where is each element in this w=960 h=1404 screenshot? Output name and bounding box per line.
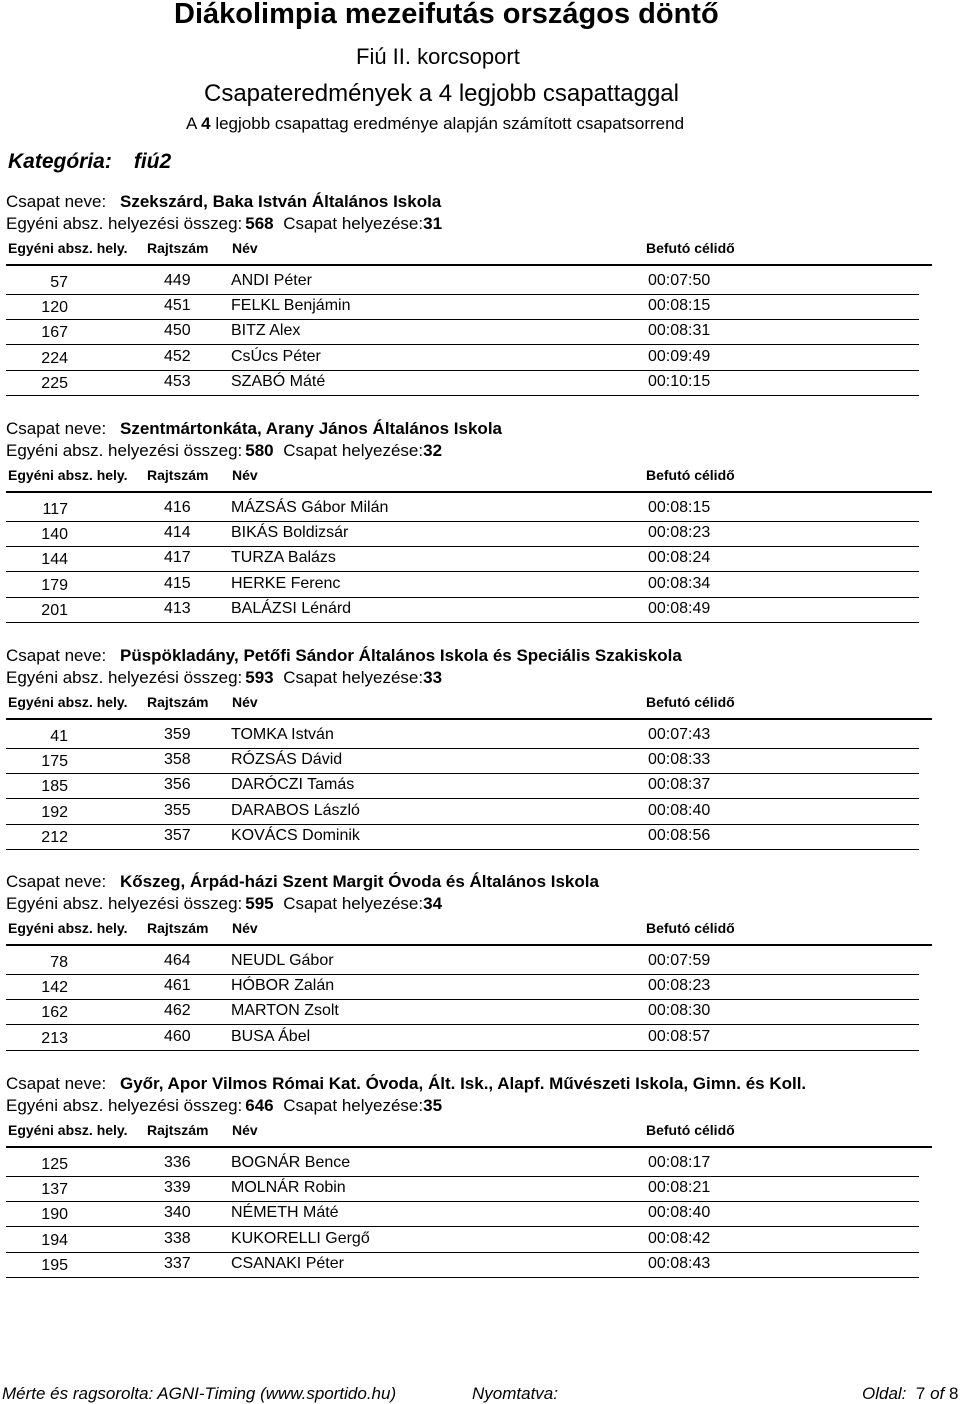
row-bib: 449 xyxy=(164,272,191,289)
row-bib: 340 xyxy=(164,1204,191,1222)
row-time: 00:08:56 xyxy=(648,826,711,844)
row-time: 00:08:15 xyxy=(648,499,711,516)
row-divider xyxy=(6,849,919,850)
footer-credit: Mérte és ragsorolta: AGNI-Timing (www.sportido.hu) xyxy=(2,1384,397,1403)
team-place-value: 34 xyxy=(423,894,443,913)
table-row xyxy=(0,522,960,547)
row-bib: 416 xyxy=(164,499,191,516)
team-place-label: Csapat helyezése: xyxy=(283,214,424,233)
table-row xyxy=(0,825,960,850)
row-time: 00:08:40 xyxy=(648,801,711,819)
header-divider xyxy=(6,1146,932,1148)
team-summary xyxy=(6,894,442,914)
row-bib: 415 xyxy=(164,574,191,592)
row-time: 00:08:40 xyxy=(648,1204,711,1222)
table-row xyxy=(0,774,960,799)
table-row xyxy=(0,1202,960,1227)
row-bib: 358 xyxy=(164,751,191,769)
row-divider xyxy=(6,395,919,396)
row-bib: 336 xyxy=(164,1154,191,1171)
row-place: 179 xyxy=(41,576,68,594)
sum-value: 568 xyxy=(245,214,274,233)
row-place: 117 xyxy=(42,501,68,518)
row-time: 00:08:37 xyxy=(648,776,711,794)
row-bib: 452 xyxy=(164,347,191,365)
row-place: 125 xyxy=(41,1156,68,1173)
col-header-bib: Rajtszám xyxy=(147,694,209,710)
row-place: 120 xyxy=(41,299,68,317)
row-bib: 337 xyxy=(164,1254,191,1272)
row-time: 00:07:59 xyxy=(648,952,711,969)
team-name: Szekszárd, Baka István Általános Iskola xyxy=(120,192,442,211)
row-name: RÓZSÁS Dávid xyxy=(231,751,343,769)
table-row xyxy=(0,1228,960,1253)
row-time: 00:10:15 xyxy=(648,372,711,390)
row-place: 185 xyxy=(41,778,68,796)
team-name-label: Csapat neve: xyxy=(6,419,107,438)
row-bib: 339 xyxy=(164,1179,191,1197)
header-divider xyxy=(6,264,932,266)
row-time: 00:08:49 xyxy=(648,599,711,617)
table-row xyxy=(0,1000,960,1025)
footer-page: Oldal: 7 of 8 xyxy=(862,1384,959,1403)
sum-value: 595 xyxy=(245,894,274,913)
row-place: 167 xyxy=(41,324,68,342)
team-name-line xyxy=(6,1074,806,1094)
team-name-label: Csapat neve: xyxy=(6,872,107,891)
header-divider xyxy=(6,491,932,493)
row-place: 195 xyxy=(41,1256,68,1274)
col-header-place: Egyéni absz. hely. xyxy=(8,467,128,483)
col-header-time: Befutó célidő xyxy=(646,1122,735,1138)
row-bib: 450 xyxy=(164,322,191,340)
row-divider xyxy=(6,1277,919,1278)
ranking-note: A 4 legjobb csapattag eredménye alapján számított csapatsorrend xyxy=(186,114,685,133)
row-name: SZABÓ Máté xyxy=(231,372,326,390)
table-row xyxy=(0,1177,960,1202)
team-name: Kőszeg, Árpád-házi Szent Margit Óvoda és Általános Iskola xyxy=(120,872,599,891)
col-header-name: Név xyxy=(232,694,258,710)
row-time: 00:07:50 xyxy=(648,272,711,289)
age-group: Fiú II. korcsoport xyxy=(356,44,520,69)
sum-value: 593 xyxy=(245,668,274,687)
category-label: Kategória: xyxy=(8,150,112,173)
page-title: Diákolimpia mezeifutás országos döntő xyxy=(174,0,719,30)
row-time: 00:08:33 xyxy=(648,751,711,769)
row-place: 78 xyxy=(50,954,68,971)
table-row xyxy=(0,295,960,320)
row-place: 201 xyxy=(41,601,68,619)
col-header-bib: Rajtszám xyxy=(147,920,209,936)
sum-value: 580 xyxy=(245,441,274,460)
row-place: 225 xyxy=(41,374,68,392)
row-name: CSANAKI Péter xyxy=(231,1254,344,1272)
row-name: TURZA Balázs xyxy=(231,549,336,567)
row-name: ANDI Péter xyxy=(231,272,312,289)
sum-label: Egyéni absz. helyezési összeg: xyxy=(6,214,243,233)
row-bib: 356 xyxy=(164,776,191,794)
row-divider xyxy=(6,1050,919,1051)
row-time: 00:08:42 xyxy=(648,1229,711,1247)
team-place-value: 32 xyxy=(423,441,443,460)
sum-label: Egyéni absz. helyezési összeg: xyxy=(6,668,243,687)
table-row xyxy=(0,497,960,522)
team-name-line xyxy=(6,646,682,666)
row-bib: 462 xyxy=(164,1002,191,1020)
col-header-place: Egyéni absz. hely. xyxy=(8,694,128,710)
row-time: 00:08:30 xyxy=(648,1002,711,1020)
row-place: 142 xyxy=(41,979,68,997)
table-row xyxy=(0,573,960,598)
row-name: MÁZSÁS Gábor Milán xyxy=(231,499,389,516)
team-name-label: Csapat neve: xyxy=(6,1074,107,1093)
team-name-line xyxy=(6,192,441,212)
row-place: 140 xyxy=(41,526,68,544)
row-bib: 355 xyxy=(164,801,191,819)
table-row xyxy=(0,749,960,774)
team-summary xyxy=(6,214,442,234)
row-time: 00:08:23 xyxy=(648,977,711,995)
table-row xyxy=(0,598,960,623)
row-place: 212 xyxy=(41,828,68,846)
col-header-place: Egyéni absz. hely. xyxy=(8,240,128,256)
row-place: 224 xyxy=(41,349,68,367)
row-place: 175 xyxy=(41,753,68,771)
row-time: 00:08:57 xyxy=(648,1027,711,1045)
team-name-label: Csapat neve: xyxy=(6,646,107,665)
table-row xyxy=(0,1152,960,1177)
row-name: NÉMETH Máté xyxy=(231,1204,339,1222)
row-name: DARÓCZI Tamás xyxy=(231,776,355,794)
row-divider xyxy=(6,622,919,623)
col-header-time: Befutó célidő xyxy=(646,240,735,256)
row-bib: 359 xyxy=(164,726,191,743)
row-bib: 413 xyxy=(164,599,191,617)
col-header-name: Név xyxy=(232,1122,258,1138)
team-place-value: 35 xyxy=(423,1096,443,1115)
table-row xyxy=(0,1253,960,1278)
row-name: BITZ Alex xyxy=(231,322,301,340)
sum-value: 646 xyxy=(245,1096,274,1115)
row-name: MOLNÁR Robin xyxy=(231,1179,346,1197)
row-bib: 414 xyxy=(164,524,191,542)
row-bib: 451 xyxy=(164,297,191,315)
row-name: BALÁZSI Lénárd xyxy=(231,599,352,617)
row-name: NEUDL Gábor xyxy=(231,952,334,969)
row-time: 00:09:49 xyxy=(648,347,711,365)
row-name: HÓBOR Zalán xyxy=(231,977,335,995)
row-bib: 461 xyxy=(164,977,191,995)
row-place: 192 xyxy=(41,803,68,821)
row-name: BUSA Ábel xyxy=(231,1027,311,1045)
row-place: 213 xyxy=(41,1029,68,1047)
row-time: 00:08:43 xyxy=(648,1254,711,1272)
table-row xyxy=(0,1026,960,1051)
team-summary xyxy=(6,1096,442,1116)
sum-label: Egyéni absz. helyezési összeg: xyxy=(6,894,243,913)
table-row xyxy=(0,270,960,295)
results-heading: Csapateredmények a 4 legjobb csapattaggal xyxy=(204,80,679,107)
row-bib: 338 xyxy=(164,1229,191,1247)
row-name: BOGNÁR Bence xyxy=(231,1154,351,1171)
table-row xyxy=(0,975,960,1000)
col-header-place: Egyéni absz. hely. xyxy=(8,1122,128,1138)
row-time: 00:07:43 xyxy=(648,726,711,743)
row-time: 00:08:31 xyxy=(648,322,711,340)
header-divider xyxy=(6,718,932,720)
sum-label: Egyéni absz. helyezési összeg: xyxy=(6,1096,243,1115)
row-place: 144 xyxy=(41,551,68,569)
team-place-value: 33 xyxy=(423,668,443,687)
category xyxy=(8,150,171,174)
table-row xyxy=(0,950,960,975)
team-name-label: Csapat neve: xyxy=(6,192,107,211)
row-name: KOVÁCS Dominik xyxy=(231,826,360,844)
row-name: CsÚcs Péter xyxy=(231,347,321,365)
row-bib: 464 xyxy=(164,952,191,969)
table-row xyxy=(0,320,960,345)
team-place-label: Csapat helyezése: xyxy=(283,441,424,460)
team-summary xyxy=(6,441,442,461)
col-header-name: Név xyxy=(232,920,258,936)
col-header-place: Egyéni absz. hely. xyxy=(8,920,128,936)
col-header-time: Befutó célidő xyxy=(646,467,735,483)
row-name: BIKÁS Boldizsár xyxy=(231,524,349,542)
row-bib: 357 xyxy=(164,826,191,844)
col-header-name: Név xyxy=(232,467,258,483)
row-bib: 453 xyxy=(164,372,191,390)
table-row xyxy=(0,800,960,825)
table-row xyxy=(0,346,960,371)
row-name: MARTON Zsolt xyxy=(231,1002,339,1020)
team-name: Győr, Apor Vilmos Római Kat. Óvoda, Ált. Isk., Alapf. Művészeti Iskola, Gimn. és Koll. xyxy=(120,1074,807,1093)
table-row xyxy=(0,547,960,572)
row-place: 41 xyxy=(50,728,68,745)
team-name: Püspökladány, Petőfi Sándor Általános Iskola és Speciális Szakiskola xyxy=(120,646,682,665)
row-time: 00:08:17 xyxy=(648,1154,711,1171)
row-name: HERKE Ferenc xyxy=(231,574,341,592)
row-bib: 460 xyxy=(164,1027,191,1045)
row-name: TOMKA István xyxy=(231,726,334,743)
col-header-time: Befutó célidő xyxy=(646,920,735,936)
row-place: 162 xyxy=(41,1004,68,1022)
header-divider xyxy=(6,944,932,946)
row-bib: 417 xyxy=(164,549,191,567)
team-place-label: Csapat helyezése: xyxy=(283,668,424,687)
team-place-label: Csapat helyezése: xyxy=(283,1096,424,1115)
row-time: 00:08:23 xyxy=(648,524,711,542)
footer-printed: Nyomtatva: xyxy=(472,1384,558,1403)
row-place: 190 xyxy=(41,1206,68,1224)
table-row xyxy=(0,371,960,396)
row-place: 194 xyxy=(41,1231,68,1249)
row-time: 00:08:34 xyxy=(648,574,711,592)
row-time: 00:08:24 xyxy=(648,549,711,567)
team-name-line xyxy=(6,419,502,439)
team-place-label: Csapat helyezése: xyxy=(283,894,424,913)
col-header-bib: Rajtszám xyxy=(147,240,209,256)
col-header-bib: Rajtszám xyxy=(147,467,209,483)
row-name: KUKORELLI Gergő xyxy=(231,1229,370,1247)
team-name-line xyxy=(6,872,599,892)
category-value: fiú2 xyxy=(133,150,172,173)
row-name: DARABOS László xyxy=(231,801,360,819)
team-place-value: 31 xyxy=(423,214,443,233)
col-header-name: Név xyxy=(232,240,258,256)
row-place: 57 xyxy=(50,274,68,291)
col-header-bib: Rajtszám xyxy=(147,1122,209,1138)
team-name: Szentmártonkáta, Arany János Általános Iskola xyxy=(120,419,502,438)
row-time: 00:08:15 xyxy=(648,297,711,315)
row-place: 137 xyxy=(41,1181,68,1199)
table-row xyxy=(0,724,960,749)
sum-label: Egyéni absz. helyezési összeg: xyxy=(6,441,243,460)
row-time: 00:08:21 xyxy=(648,1179,711,1197)
col-header-time: Befutó célidő xyxy=(646,694,735,710)
team-summary xyxy=(6,668,442,688)
row-name: FELKL Benjámin xyxy=(231,297,351,315)
